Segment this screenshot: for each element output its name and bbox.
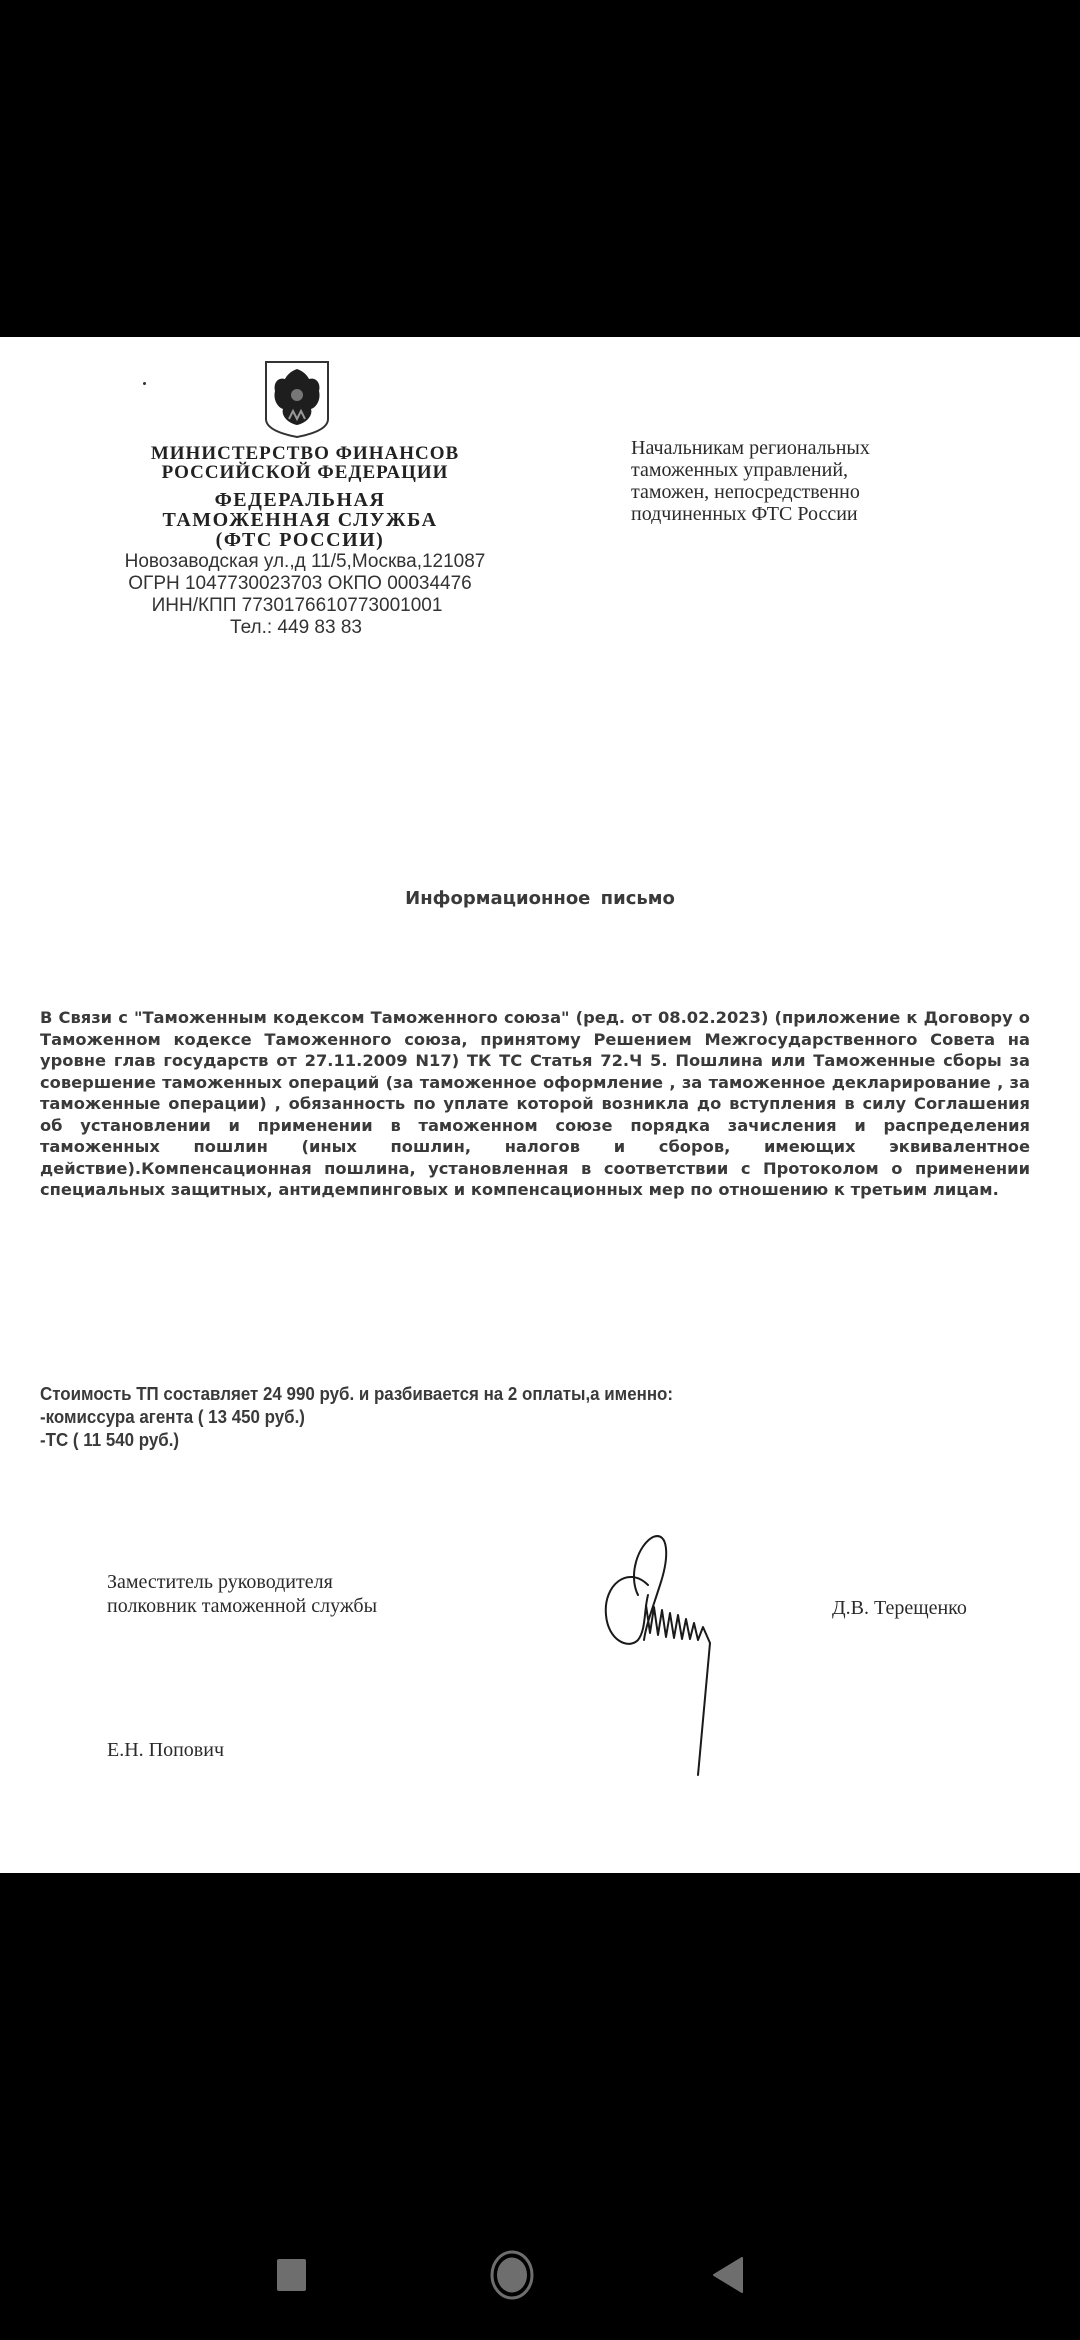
sender-ogrn-okpo: ОГРН 1047730023703 ОКПО 00034476 xyxy=(128,573,472,594)
ministry-name: МИНИСТЕРСТВО ФИНАНСОВ РОССИЙСКОЙ ФЕДЕРАЦИИ xyxy=(150,443,460,483)
letter-body: В Связи с "Таможенным кодексом Таможенного союза" (ред. от 08.02.2023) (приложение к Договору о Таможенном кодексе Таможенного союза, принятому Решением Межгосударственного Совета на уровне глав государств от 27.11.2009 N17) ТК ТС Статья 72.Ч 5. Пошлина или Таможенные сборы за совершение таможенных операций (за таможенное оформление , за таможенное декларирование , за таможенные операции) , обязанность по уплате которой возникла до вступления в силу Соглашения об установлении и применении в таможенном союзе порядка зачисления и распределения таможенных пошлин (иных пошлин, налогов и сборов, имеющих эквивалентное действие).Компенсационная пошлина, установленная в соответствии с Протоколом о применении специальных защитных, антидемпинговых и компенсационных мер по отношению к третьим лицам. xyxy=(40,1008,1030,1199)
cost-breakdown xyxy=(40,1383,886,1452)
sender-address: Новозаводская ул.,д 11/5,Москва,121087 xyxy=(124,551,486,572)
signatory-position: Заместитель руководителя полковник таможенной службы xyxy=(107,1571,378,1617)
back-triangle-icon[interactable] xyxy=(712,2256,744,2294)
executor-name: Е.Н. Попович xyxy=(107,1739,225,1761)
service-name: ФЕДЕРАЛЬНАЯ ТАМОЖЕННАЯ СЛУЖБА (ФТС РОССИИ) xyxy=(162,489,438,551)
recents-square-icon[interactable] xyxy=(277,2259,306,2291)
cost-summary: Стоимость ТП составляет 24 990 руб. и разбивается на 2 оплаты,а именно: xyxy=(40,1384,674,1404)
coat-of-arms-icon xyxy=(263,359,331,439)
cost-item-ts: -ТС ( 11 540 руб.) xyxy=(40,1430,180,1450)
sender-inn-kpp: ИНН/КПП 7730176610773001001 xyxy=(151,595,443,616)
signatory-name: Д.В. Терещенко xyxy=(832,1597,967,1619)
sender-header xyxy=(70,444,530,639)
handwritten-signature xyxy=(598,1515,768,1815)
scan-speck xyxy=(143,382,146,385)
android-navigation-bar xyxy=(0,2220,1080,2340)
home-circle-icon[interactable] xyxy=(490,2250,534,2300)
addressee-block: Начальникам региональных таможенных управлений, таможен, непосредственно подчиненных ФТС России xyxy=(631,437,870,525)
letter-title: Информационное письмо xyxy=(405,888,675,909)
cost-item-agent: -комиссура агента ( 13 450 руб.) xyxy=(40,1407,305,1427)
sender-phone: Тел.: 449 83 83 xyxy=(230,617,362,638)
document-page xyxy=(0,337,1080,1873)
sender-contacts xyxy=(70,551,530,639)
